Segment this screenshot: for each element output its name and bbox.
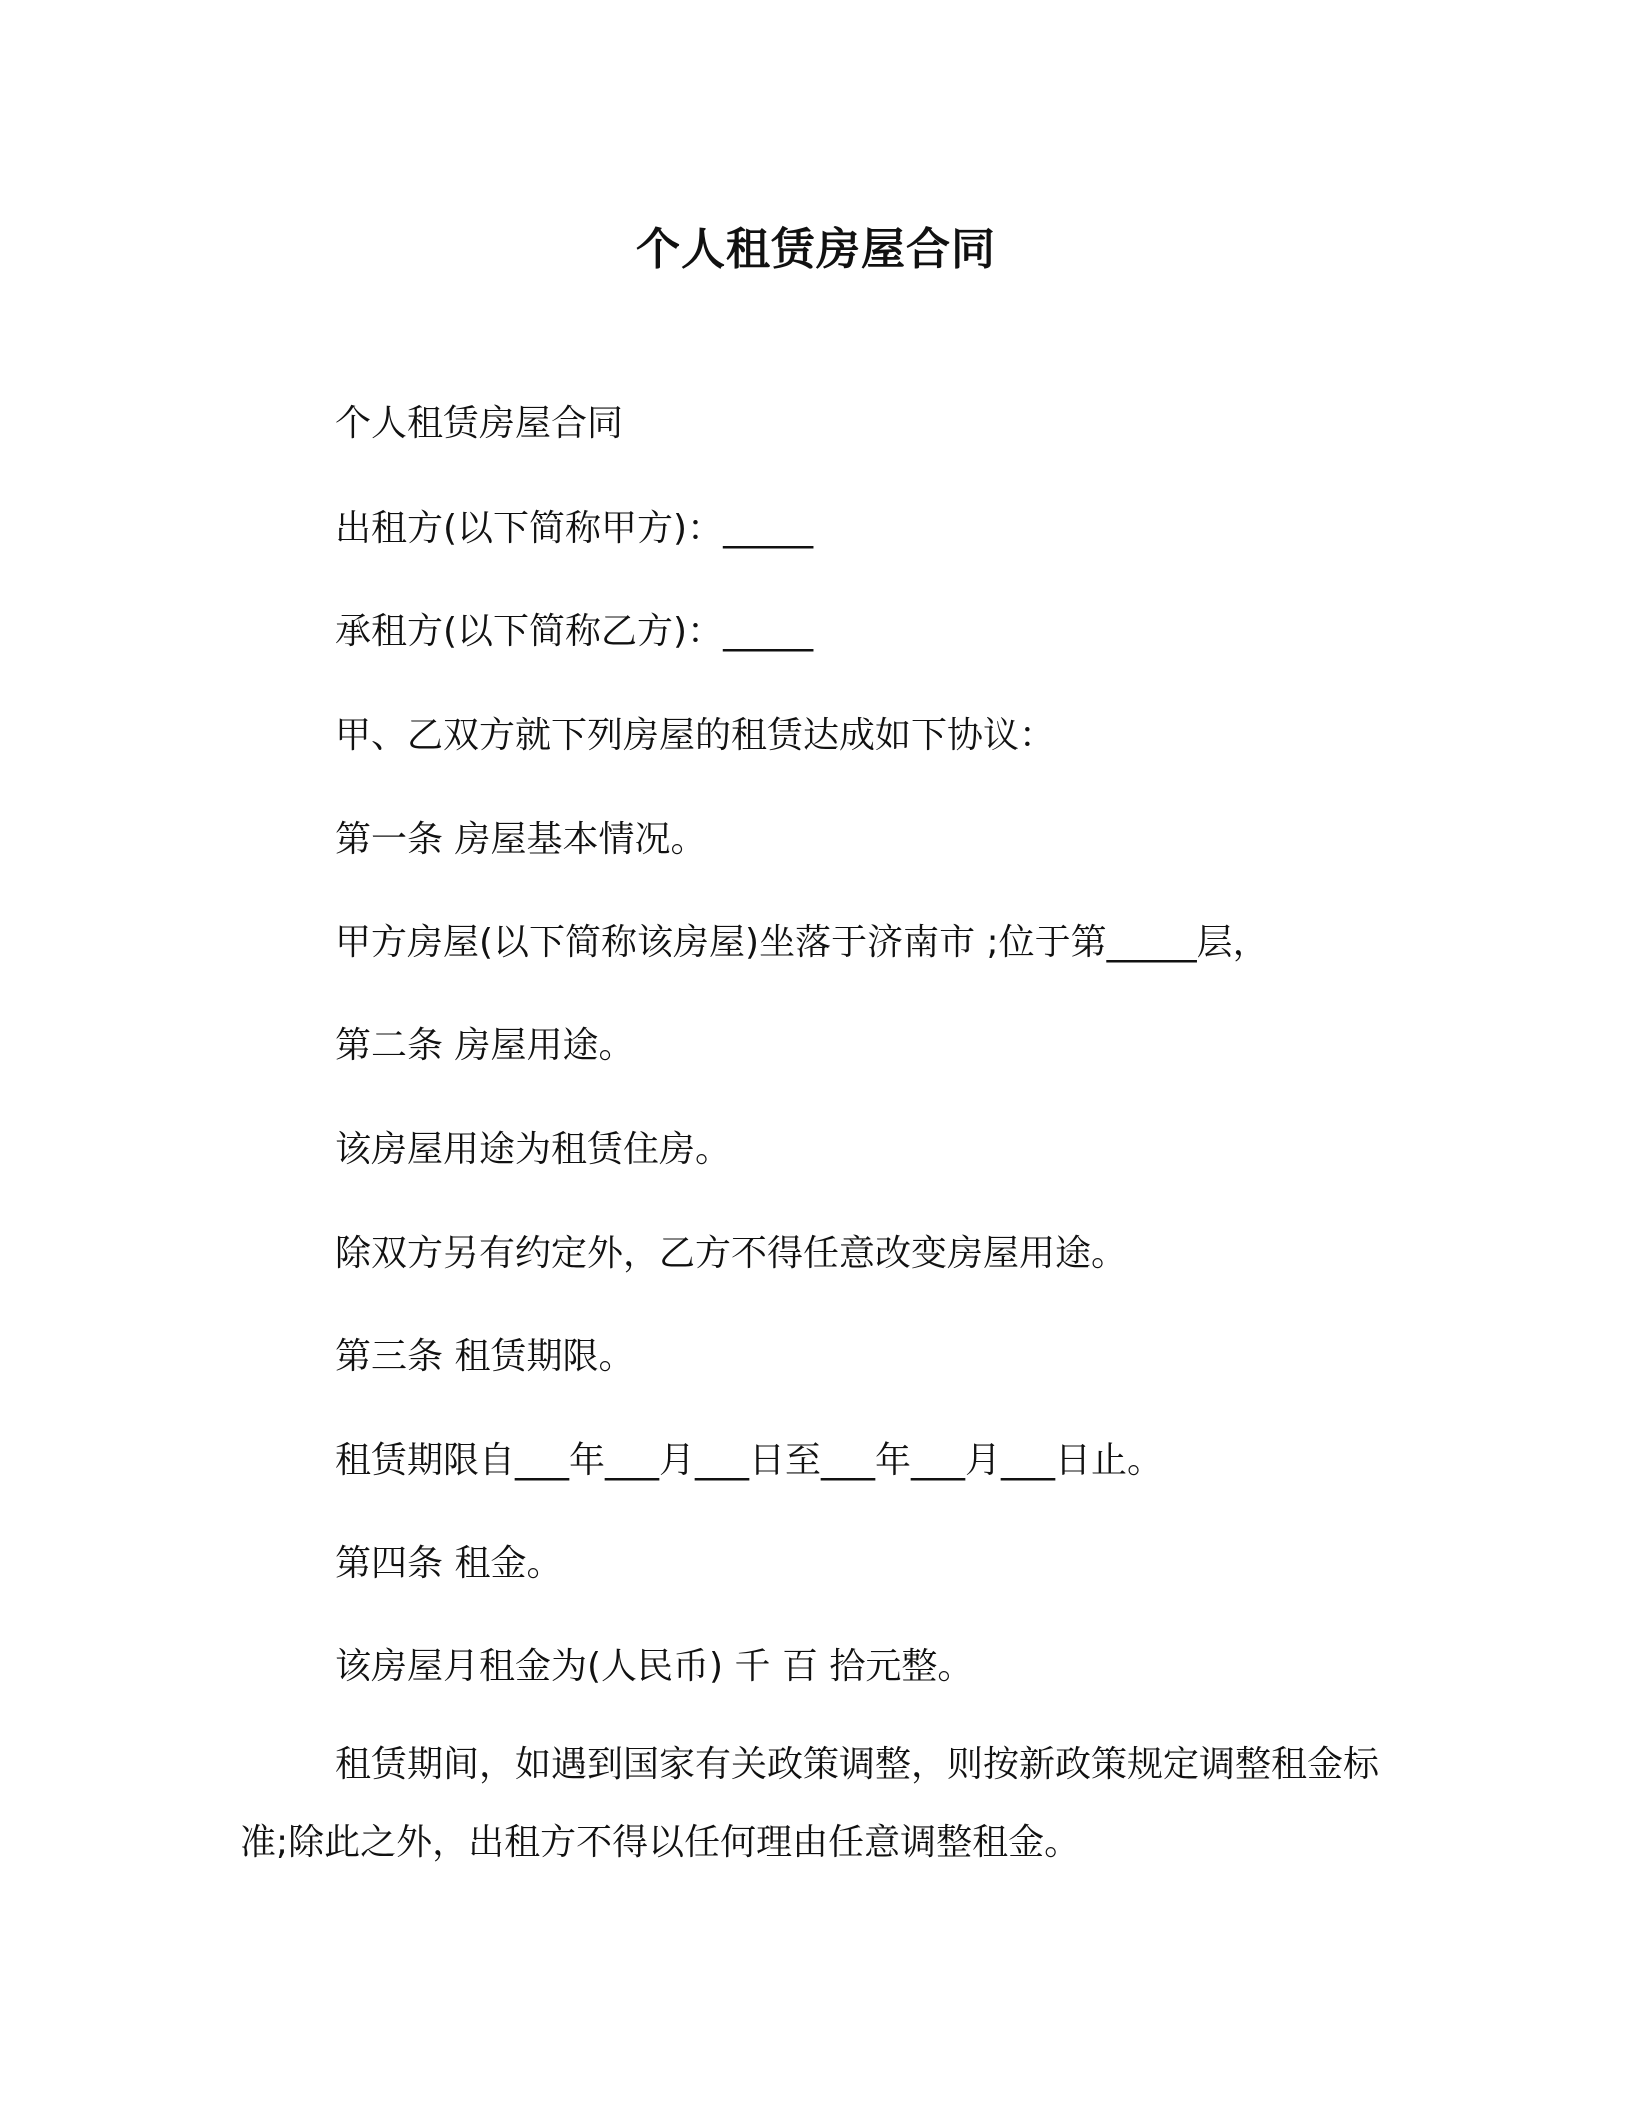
article-3-text: 租赁期限自___年___月___日至___年___月___日止。 bbox=[335, 1440, 1164, 1481]
article-2-text-2: 除双方另有约定外，乙方不得任意改变房屋用途。 bbox=[335, 1233, 1128, 1274]
article-2-text-1: 该房屋用途为租赁住房。 bbox=[335, 1129, 732, 1170]
agreement-intro: 甲、乙双方就下列房屋的租赁达成如下协议： bbox=[335, 715, 1056, 756]
article-4-heading: 第四条 租金。 bbox=[335, 1543, 563, 1584]
rent-adjustment-paragraph: 租赁期间，如遇到国家有关政策调整，则按新政策规定调整租金标准;除此之外，出租方不得以任何理由任意调整租金。 bbox=[240, 1744, 1380, 1863]
article-1-heading: 第一条 房屋基本情况。 bbox=[335, 819, 707, 860]
document-title: 个人租赁房屋合同 bbox=[636, 224, 996, 275]
article-2-heading: 第二条 房屋用途。 bbox=[335, 1025, 635, 1066]
lessee-line: 承租方(以下简称乙方)：_____ bbox=[335, 611, 814, 652]
article-4-text: 该房屋月租金为(人民币) 千 百 拾元整。 bbox=[335, 1646, 974, 1687]
article-3-heading: 第三条 租赁期限。 bbox=[335, 1336, 635, 1377]
article-1-text: 甲方房屋(以下简称该房屋)坐落于济南市 ;位于第_____层， bbox=[335, 922, 1269, 963]
lessor-line: 出租方(以下简称甲方)：_____ bbox=[335, 508, 814, 549]
contract-heading: 个人租赁房屋合同 bbox=[335, 403, 624, 444]
